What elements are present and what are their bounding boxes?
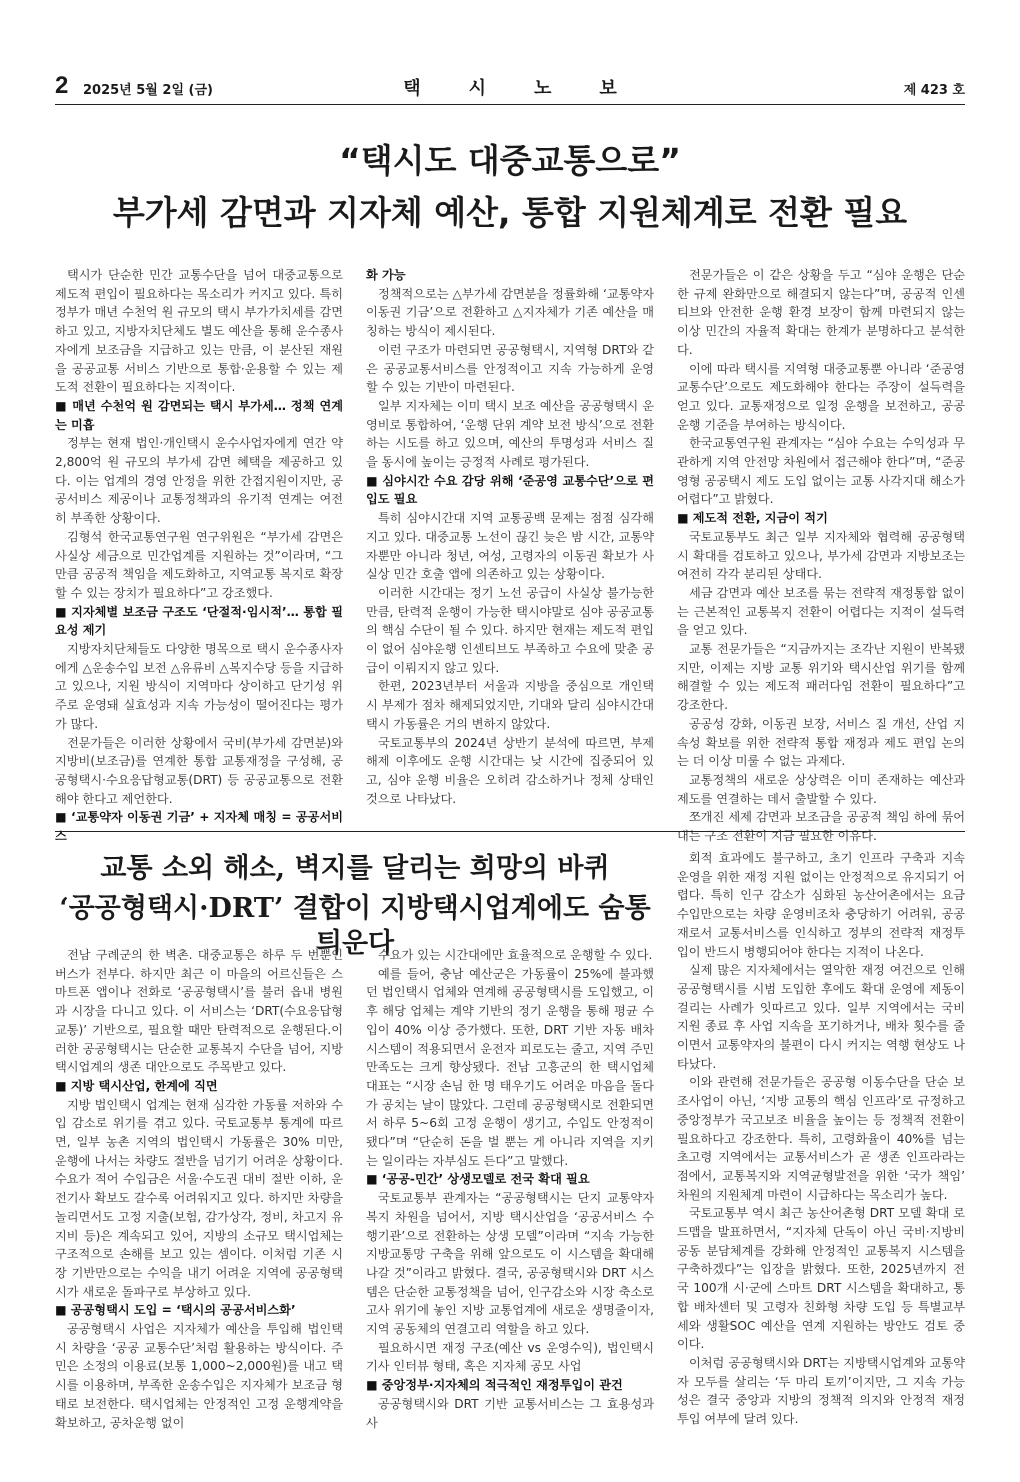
paragraph: 이러한 시간대는 정기 노선 공급이 사실상 불가능한 만큼, 탄력적 운행이 가능한 택시야말로 심야 공공교통의 핵심 수단이 될 수 있다. 하지만 현재는 제도적 편입이 없어 심야운행 인센티브도 부족하고 수요에 맞춘 공급이 이뤄지지 않고 있다.: [366, 585, 654, 675]
article2-column-3: [677, 849, 965, 1427]
subheading: ■ 제도적 전환, 지금이 적기: [677, 511, 828, 526]
paragraph: 공공형택시와 DRT 기반 교통서비스는 그 효용성과 사: [366, 1396, 654, 1430]
article2-title-line2: ‘공공형택시·DRT’ 결합이 지방택시업계에도 숨통 틔운다: [59, 893, 651, 959]
issue-date: 2025년 5월 2일 (금): [83, 83, 213, 98]
paragraph: 이처럼 공공형택시와 DRT는 지방택시업계와 교통약자 모두를 살리는 ‘두 마리 토끼’이지만, 그 지속 가능성은 결국 중앙과 지방의 정책적 의지와 안정적 재정 투입 여부에 달려 있다.: [677, 1355, 965, 1427]
paragraph: 국토교통부의 2024년 상반기 분석에 따르면, 부제 해제 이후에도 운행 시간대는 낮 시간에 집중되어 있고, 심야 운행 비율은 오히려 감소하거나 정체 상태인 것으로 나타났다.: [366, 735, 654, 806]
paragraph: 정부는 현재 법인·개인택시 운수사업자에게 연간 약 2,800억 원 규모의 부가세 감면 혜택을 제공하고 있다. 이는 업계의 경영 안정을 위한 간접지원이지만, 공공서비스 제공이나 교통정책과의 유기적 연계는 여전히 부족한 상황이다.: [55, 436, 343, 526]
paragraph: 공공형택시 사업은 지자체가 예산을 투입해 법인택시 차량을 ‘공공 교통수단’처럼 활용하는 방식이다. 주민은 소정의 이용료(보통 1,000~2,000원)를 내고 택시를 이용하며, 부족한 운송수입은 지자체가 보조금 형태로 보전한다. 택시업체는 안정적인 고정 운행계약을 확보하고, 공차운행 없이: [55, 1322, 343, 1430]
article2-column-2: [366, 946, 654, 1430]
subheading: ■ 심야시간 수요 감당 위해 ‘준공영 교통수단’으로 편입도 필요: [366, 473, 654, 507]
article2-column-1: [55, 946, 343, 1430]
paragraph: 실제 많은 지자체에서는 열악한 재정 여건으로 인해 공공형택시를 시범 도입한 후에도 확대 운영에 제동이 걸리는 사례가 잇따르고 있다. 일부 지역에서는 국비 지원 종료 후 사업 지속을 포기하거나, 배차 횟수를 줄이면서 교통약자의 불편이 다시 커지는 역행 현상도 나타났다.: [677, 963, 965, 1071]
paragraph: 교통정책의 새로운 상상력은 이미 존재하는 예산과 제도를 연결하는 데서 출발할 수 있다.: [677, 772, 965, 806]
paragraph: 특히 심야시간대 지역 교통공백 문제는 점점 심각해지고 있다. 대중교통 노선이 끊긴 늦은 밤 시간, 교통약자뿐만 아니라 청년, 여성, 고령자의 이동권 확보가 사실상 민간 호출 앱에 의존하고 있는 상황이다.: [366, 511, 654, 582]
paragraph: 택시가 단순한 민간 교통수단을 넘어 대중교통으로 제도적 편입이 필요하다는 목소리가 커지고 있다. 특히 정부가 매년 수천억 원 규모의 택시 부가가치세를 감면하고 있고, 지방자치단체도 별도 예산을 통해 운수종사자에게 보조금을 지급하고 있는 만큼, 이 분산된 재원을 공공교통 서비스 기반으로 통합·운용할 수 있는 제도적 전환이 필요하다는 지적이다.: [55, 268, 343, 395]
paragraph: 세금 감면과 예산 보조를 묶는 전략적 재정통합 없이는 근본적인 교통복지 전환이 어렵다는 지적이 설득력을 얻고 있다.: [677, 585, 965, 638]
paragraph: 김형석 한국교통연구원 연구위원은 “부가세 감면은 사실상 세금으로 민간업계를 지원하는 것”이라며, “그만큼 공공적 책임을 제도화하고, 지역교통 복지로 확장할 수 있는 장치가 필요하다”고 강조했다.: [55, 529, 343, 600]
newspaper-name: 택시노보: [403, 78, 665, 99]
paragraph: 지방자치단체들도 다양한 명목으로 택시 운수종사자에게 △운송수입 보전 △유류비 △복지수당 등을 지급하고 있으나, 지원 방식이 지역마다 상이하고 단기성 위주로 운영돼 실효성과 지속 가능성이 떨어진다는 평가가 많다.: [55, 642, 343, 731]
paragraph: 한국교통연구원 관계자는 “심야 수요는 수익성과 무관하게 지역 안전망 차원에서 접근해야 한다”며, “준공영형 공공택시 제도 도입 없이는 교통 사각지대 해소가 어렵다”고 밝혔다.: [677, 436, 965, 507]
paragraph: 교통 전문가들은 “지금까지는 조각난 지원이 반복됐지만, 이제는 지방 교통 위기와 택시산업 위기를 함께 해결할 수 있는 제도적 패러다임 전환이 필요하다”고 강조한다.: [677, 642, 965, 713]
subheading: ■ 지자체별 보조금 구조도 ‘단절적·임시적’… 통합 필요성 제기: [55, 604, 343, 638]
article1-column-3: [677, 266, 965, 844]
subheading: ■ 매년 수천억 원 감면되는 택시 부가세… 정책 연계는 미흡: [55, 398, 343, 432]
section-divider: [55, 831, 965, 832]
article2-title-line1: 교통 소외 해소, 벽지를 달리는 희망의 바퀴: [100, 853, 610, 884]
paragraph: 전문가들은 이 같은 상황을 두고 “심야 운행은 단순한 규제 완화만으로 해결되지 않는다”며, 공공적 인센티브와 안전한 운행 환경 보장이 함께 마련되지 않는 이상 민간의 자율적 확대는 한계가 분명하다고 분석한다.: [677, 268, 965, 357]
paragraph: 이와 관련해 전문가들은 공공형 이동수단을 단순 보조사업이 아닌, ‘지방 교통의 핵심 인프라’로 규정하고 중앙정부가 국고보조 비율을 높이는 등 정책적 전환이 필요하다고 강조한다. 특히, 고령화율이 40%를 넘는 초고령 지역에서는 교통서비스가 곧 생존 인프라라는 점에서, 교통복지와 지역균형발전을 위한 ‘국가 책임’ 차원의 지원체계 마련이 시급하다는 목소리가 높다.: [677, 1075, 965, 1202]
paragraph: 수요가 있는 시간대에만 효율적으로 운행할 수 있다.: [378, 948, 653, 962]
article1-title-line1: “택시도 대중교통으로”: [339, 141, 681, 180]
article1-column-1: [55, 266, 343, 844]
paragraph: 정책적으로는 △부가세 감면분을 정률화해 ‘교통약자 이동권 기금’으로 전환하고 △지자체가 기존 예산을 매칭하는 방식이 제시된다.: [366, 286, 654, 339]
masthead: [55, 72, 965, 102]
subheading: ■ 중앙정부·지자체의 적극적인 재정투입이 관건: [366, 1378, 623, 1393]
paragraph: 필요하시면 재정 구조(예산 vs 운영수익), 법인택시 기사 인터뷰 형태, 혹은 지자체 공모 사업: [366, 1340, 654, 1374]
subheading: ■ ‘공공-민간’ 상생모델로 전국 확대 필요: [366, 1172, 590, 1187]
paragraph: 예를 들어, 충남 예산군은 가동률이 25%에 불과했던 법인택시 업체와 연계해 공공형택시를 도입했고, 이후 해당 업체는 계약 기반의 정기 운행을 통해 평균 수입이 40% 이상 증가했다. 또한, DRT 기반 자동 배차 시스템이 적용되면서 운전자 피로도는 줄고, 지역 주민 만족도는 크게 향상됐다. 전남 고흥군의 한 택시업체 대표는 “시장 손님 한 명 태우기도 어려운 마음을 돌다가 공치는 날이 많았다. 그런데 공공형택시로 전환되면서 하루 5~6회 고정 운행이 생기고, 수입도 안정적이 됐다”며 “단순히 돈을 벌 뿐는 게 아니라 지역을 지키는 일이라는 자부심도 든다”고 말했다.: [366, 966, 654, 1168]
paragraph: 국토교통부 역시 최근 농산어촌형 DRT 모델 확대 로드맵을 발표하면서, “지자체 단독이 아닌 국비·지방비 공동 분담체계를 강화해 안정적인 교통복지 시스템을 구축하겠다”는 입장을 밝혔다. 또한, 2025년까지 전국 100개 시·군에 스마트 DRT 시스템을 확대하고, 통합 배차센터 및 고령자 친화형 차량 도입 등 특별교부세와 생활SOC 예산을 연계 지원하는 방안도 검토 중이다.: [677, 1206, 965, 1352]
paragraph: 전문가들은 이러한 상황에서 국비(부가세 감면분)와 지방비(보조금)를 연계한 통합 교통재정을 구성해, 공공형택시·수요응답형교통(DRT) 등 공공교통으로 전환해야 한다고 제언한다.: [55, 735, 343, 806]
paragraph: 공공성 강화, 이동권 보장, 서비스 질 개선, 산업 지속성 확보를 위한 전략적 통합 재정과 제도 편입 논의는 더 이상 미룰 수 없는 과제다.: [677, 716, 965, 769]
paragraph: 이런 구조가 마련되면 공공형택시, 지역형 DRT와 같은 공공교통서비스를 안정적이고 지속 가능하게 운영할 수 있는 기반이 마련된다.: [366, 342, 654, 395]
article1-title-line2: 부가세 감면과 지자체 예산, 통합 지원체계로 전환 필요: [112, 193, 908, 232]
paragraph: 전남 구례군의 한 벽촌. 대중교통은 하루 두 번뿐인 버스가 전부다. 하지만 최근 이 마을의 어르신들은 스마트폰 앱이나 전화로 ‘공공형택시’를 불러 읍내 병원과 시장을 다니고 있다. 이 서비스는 ‘DRT(수요응답형 교통)’ 기반으로, 필요할 때만 탄력적으로 운행된다.이러한 공공형택시는 단순한 교통복지 수단을 넘어, 지방 택시업계의 생존 대안으로도 주목받고 있다.: [55, 948, 343, 1075]
subheading: ■ 지방 택시산업, 한계에 직면: [55, 1078, 218, 1093]
subheading: ■ 공공형택시 도입 = ‘택시의 공공서비스화’: [55, 1303, 296, 1318]
paragraph: 국토교통부도 최근 일부 지자체와 협력해 공공형택시 확대를 검토하고 있으나, 부가세 감면과 지방보조는 여전히 각각 분리된 상태다.: [677, 529, 965, 582]
paragraph: 쪼개진 세제 감면과 보조금을 공공적 책임 하에 묶어내는 구조 전환이 지금 필요한 이유다.: [677, 810, 965, 844]
issue-number: 제 423 호: [903, 83, 965, 98]
paragraph: 한편, 2023년부터 서울과 지방을 중심으로 개인택시 부제가 점차 해제되었지만, 기대와 달리 심야시간대 택시 가동률은 거의 변하지 않았다.: [366, 679, 654, 731]
paragraph: 회적 효과에도 불구하고, 초기 인프라 구축과 지속 운영을 위한 재정 지원 없이는 안정적으로 유지되기 어렵다. 특히 인구 감소가 심화된 농산어촌에서는 요금 수입만으로는 차량 운영비조차 충당하기 어려워, 공공재로서 교통서비스를 인식하고 정부의 전략적 재정투입이 반드시 병행되어야 한다는 지적이 나온다.: [677, 851, 965, 959]
paragraph: 일부 지자체는 이미 택시 보조 예산을 공공형택시 운영비로 통합하여, ‘운행 단위 계약 보전 방식’으로 전환하는 시도를 하고 있으며, 예산의 투명성과 서비스 질을 동시에 높이는 긍정적 사례로 평가된다.: [366, 398, 654, 470]
article1-column-2: [366, 266, 654, 826]
paragraph: 국토교통부 관계자는 “공공형택시는 단지 교통약자 복지 차원을 넘어서, 지방 택시산업을 ‘공공서비스 수행기관’으로 전환하는 상생 모델”이라며 “지속 가능한 지방교통망 구축을 위해 앞으로도 이 시스템을 확대해 나갈 것”이라고 밝혔다. 결국, 공공형택시와 DRT 시스템은 단순한 교통정책을 넘어, 인구감소와 시장 축소로 고사 위기에 놓인 지방 교통업계에 새로운 생명줄이자, 지역 공동체의 연결고리 역할을 하고 있다.: [366, 1191, 654, 1337]
page-number: 2: [55, 72, 69, 99]
masthead-rule: [55, 104, 965, 105]
paragraph: 이에 따라 택시를 지역형 대중교통뿐 아니라 ‘준공영 교통수단’으로도 제도화해야 한다는 주장이 설득력을 얻고 있다. 교통재정으로 일정 운행을 보전하고, 공공 운행 기준을 부여하는 방식이다.: [677, 361, 965, 432]
subheading: ■ ‘교통약자 이동권 기금’ + 지자체 매칭 = 공공서비스: [55, 810, 343, 844]
paragraph: 지방 법인택시 업계는 현재 심각한 가동률 저하와 수입 감소로 위기를 겪고 있다. 국토교통부 통계에 따르면, 일부 농촌 지역의 법인택시 가동률은 30% 미만, 운행에 나서는 차량도 절반을 넘기기 어려운 상황이다. 수요가 적어 수입금은 서울·수도권 대비 절반 이하, 운전기사 확보도 갈수록 어려워지고 있다. 하지만 차량을 놀리면서도 고정 지출(보험, 감가상각, 정비, 차고지 유지비 등)은 계속되고 있어, 지방의 소규모 택시업체는 구조적으로 손해를 보고 있는 셈이다. 이처럼 기존 시장 기반만으로는 수익을 내기 어려운 지역에 공공형택시가 새로운 돌파구로 부상하고 있다.: [55, 1097, 343, 1299]
paragraph: 화 가능: [366, 268, 406, 282]
